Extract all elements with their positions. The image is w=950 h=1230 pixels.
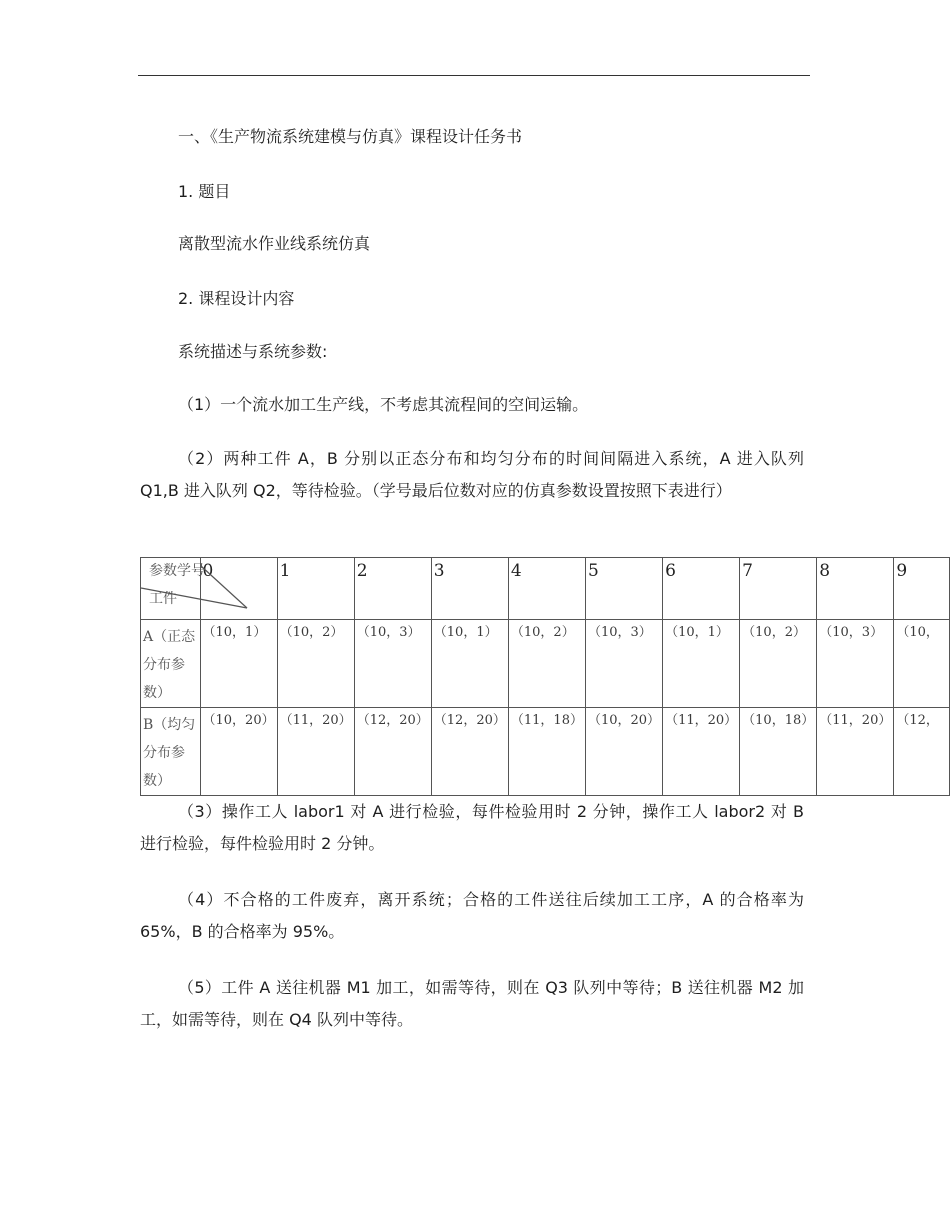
column-header: 2 xyxy=(354,558,431,620)
table-cell: （12，20） xyxy=(431,708,508,796)
header-rule xyxy=(138,75,810,76)
system-description-title: 系统描述与系统参数: xyxy=(178,342,328,361)
table-cell: （10，3） xyxy=(817,620,894,708)
table-cell: （12， xyxy=(894,708,950,796)
parameter-table xyxy=(140,557,950,796)
table-cell: （11，18） xyxy=(508,708,585,796)
column-header: 6 xyxy=(663,558,740,620)
column-header: 1 xyxy=(277,558,354,620)
column-header: 0 xyxy=(200,558,277,620)
topic-text: 离散型流水作业线系统仿真 xyxy=(178,234,371,253)
table-cell: （10，3） xyxy=(585,620,662,708)
item-2: （2）两种工件 A，B 分别以正态分布和均匀分布的时间间隔进入系统，A 进入队列 Q1,B 进入队列 Q2，等待检验。（学号最后位数对应的仿真参数设置按照下表进行） xyxy=(140,449,804,500)
column-header: 7 xyxy=(740,558,817,620)
table-cell: （10，2） xyxy=(740,620,817,708)
column-header: 9 xyxy=(894,558,950,620)
table-cell: （10， xyxy=(894,620,950,708)
table-cell: （11，20） xyxy=(277,708,354,796)
column-header: 5 xyxy=(585,558,662,620)
table-cell: （10，3） xyxy=(354,620,431,708)
section-1-title: 1. 题目 xyxy=(178,182,231,201)
table-cell: （11，20） xyxy=(663,708,740,796)
table-cell: （10，2） xyxy=(277,620,354,708)
column-header: 4 xyxy=(508,558,585,620)
column-header: 8 xyxy=(817,558,894,620)
parameter-table-image xyxy=(140,557,950,789)
corner-label-top: 参数学号 xyxy=(149,563,205,579)
table-cell: （10，2） xyxy=(508,620,585,708)
row-label-b: B（均匀分布参数） xyxy=(141,708,201,796)
item-4: （4）不合格的工件废弃，离开系统；合格的工件送往后续加工工序，A 的合格率为 65%，B 的合格率为 95%。 xyxy=(140,890,804,941)
corner-label-bottom: 工件 xyxy=(149,591,177,607)
table-row-a xyxy=(141,620,950,708)
table-row-b xyxy=(141,708,950,796)
table-cell: （10，20） xyxy=(585,708,662,796)
table-cell: （10，1） xyxy=(663,620,740,708)
table-cell: （10，1） xyxy=(200,620,277,708)
table-cell: （10，18） xyxy=(740,708,817,796)
item-5: （5）工件 A 送往机器 M1 加工，如需等待，则在 Q3 队列中等待；B 送往机器 M2 加工，如需等待，则在 Q4 队列中等待。 xyxy=(140,978,804,1029)
table-cell: （10，1） xyxy=(431,620,508,708)
item-3: （3）操作工人 labor1 对 A 进行检验，每件检验用时 2 分钟，操作工人 labor2 对 B 进行检验，每件检验用时 2 分钟。 xyxy=(140,802,804,853)
document-heading: 一、《生产物流系统建模与仿真》课程设计任务书 xyxy=(178,127,523,146)
table-cell: （12，20） xyxy=(354,708,431,796)
item-1: （1）一个流水加工生产线，不考虑其流程间的空间运输。 xyxy=(178,395,589,414)
table-cell: （10，20） xyxy=(200,708,277,796)
table-cell: （11，20） xyxy=(817,708,894,796)
column-header: 3 xyxy=(431,558,508,620)
table-corner-cell xyxy=(141,558,205,620)
row-label-a: A（正态分布参数） xyxy=(141,620,201,708)
section-2-title: 2. 课程设计内容 xyxy=(178,289,295,308)
